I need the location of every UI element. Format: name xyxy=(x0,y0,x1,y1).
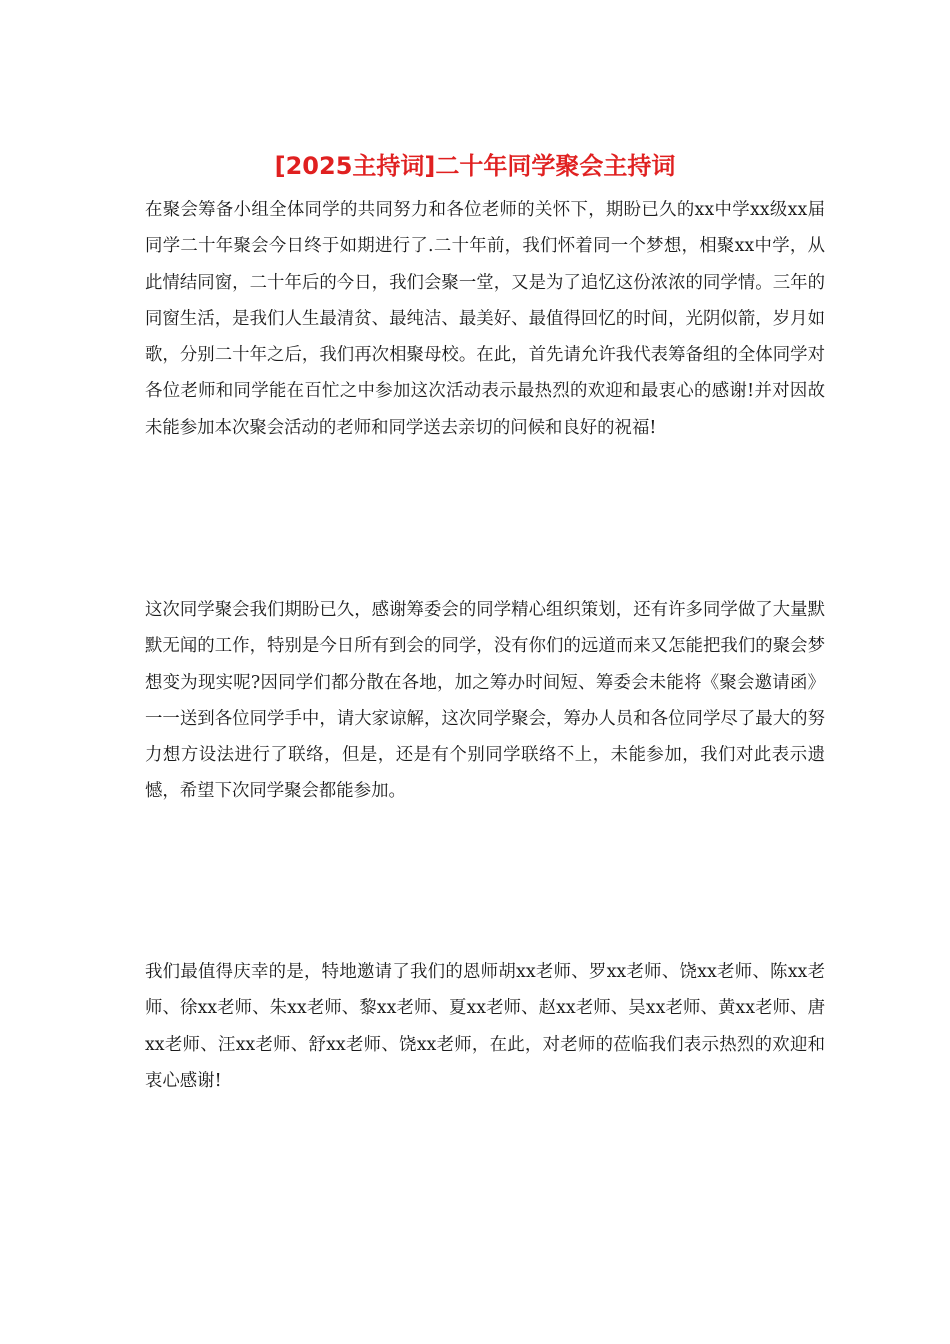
document-title: [2025主持词]二十年同学聚会主持词 xyxy=(274,152,676,180)
paragraph-welcome-teachers: 我们最值得庆幸的是，特地邀请了我们的恩师胡xx老师、罗xx老师、饶xx老师、陈xx老师、徐xx老师、朱xx老师、黎xx老师、夏xx老师、赵xx老师、吴xx老师、黄xx老师、唐xx老师、汪xx老师、舒xx老师、饶xx老师，在此，对老师的莅临我们表示热烈的欢迎和衷心感谢! xyxy=(145,962,825,1091)
paragraph-thanks-committee: 这次同学聚会我们期盼已久，感谢筹委会的同学精心组织策划，还有许多同学做了大量默默无闻的工作，特别是今日所有到会的同学，没有你们的远道而来又怎能把我们的聚会梦想变为现实呢?因同学们都分散在各地，加之筹办时间短、筹委会未能将《聚会邀请函》一一送到各位同学手中，请大家谅解，这次同学聚会，筹办人员和各位同学尽了最大的努力想方设法进行了联络，但是，还是有个别同学联络不上，未能参加，我们对此表示遗憾，希望下次同学聚会都能参加。 xyxy=(145,600,825,802)
paragraph-opening: 在聚会筹备小组全体同学的共同努力和各位老师的关怀下，期盼已久的xx中学xx级xx届同学二十年聚会今日终于如期进行了.二十年前，我们怀着同一个梦想，相聚xx中学，从此情结同窗，二十年后的今日，我们会聚一堂，又是为了追忆这份浓浓的同学情。三年的同窗生活，是我们人生最清贫、最纯洁、最美好、最值得回忆的时间，光阴似箭，岁月如歌，分别二十年之后，我们再次相聚母校。在此，首先请允许我代表筹备组的全体同学对各位老师和同学能在百忙之中参加这次活动表示最热烈的欢迎和最衷心的感谢!并对因故未能参加本次聚会活动的老师和同学送去亲切的问候和良好的祝福! xyxy=(145,200,825,438)
